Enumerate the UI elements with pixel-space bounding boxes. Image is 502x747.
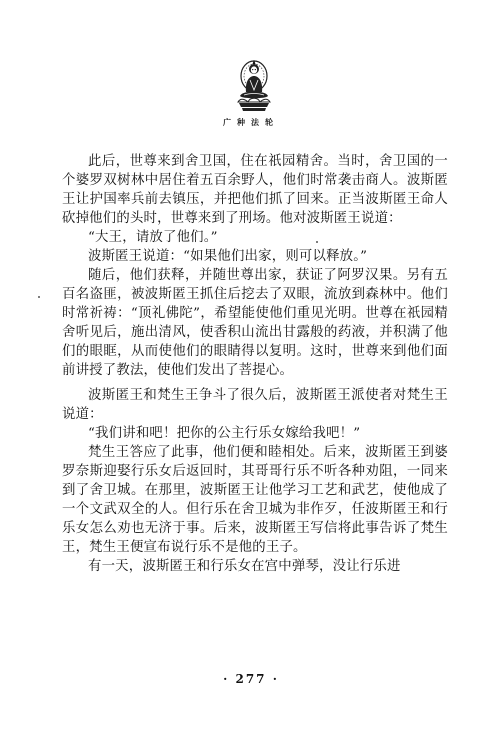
paragraph: 此后，世尊来到舍卫国，住在祇园精舍。当时，舍卫国的一个婆罗双树林中居住着五百余野人，他们时常袭击商人。波斯匿王让护国率兵前去镇压，并把他们抓了回来。正当波斯匿王命人砍掉他们的头时，世尊来到了刑场。他对波斯匿王说道： bbox=[62, 154, 448, 226]
paragraph: 波斯匿王说道：“如果他们出家，则可以释放。” bbox=[88, 249, 368, 264]
seated-buddha-icon bbox=[232, 56, 276, 114]
paragraph: “大王，请放了他们。” bbox=[88, 230, 218, 245]
paragraph: 有一天，波斯匿王和行乐女在宫中弹琴，没让行乐进 bbox=[88, 559, 401, 574]
paragraph: “我们讲和吧！把你的公主行乐女嫁给我吧！” bbox=[88, 426, 361, 441]
scan-speck bbox=[316, 241, 318, 243]
page-body bbox=[62, 152, 448, 576]
paragraph: 梵生王答应了此事，他们便和睦相处。后来，波斯匿王到婆罗奈斯迎娶行乐女后返回时，其哥哥行乐不听各种劝阻，一同来到了舍卫城。在那里，波斯匿王让他学习工艺和武艺，使他成了一个文武双全的人。但行乐在舍卫城为非作歹，任波斯匿王和行乐女怎么劝也无济于事。后来，波斯匿王写信将此事告诉了梵生王，梵生王便宣布说行乐不是他的王子。 bbox=[62, 445, 448, 555]
page-number: · 277 · bbox=[223, 672, 279, 686]
paragraph: 波斯匿王和梵生王争斗了很久后，波斯匿王派使者对梵生王说道： bbox=[62, 388, 448, 422]
brand-caption: 广种法轮 bbox=[223, 117, 279, 127]
scan-speck bbox=[38, 296, 40, 298]
paragraph: 随后，他们获释，并随世尊出家，获证了阿罗汉果。另有五百名盗匪，被波斯匿王抓住后挖去了双眼，流放到森林中。他们时常祈祷：“顶礼佛陀”，希望能使他们重见光明。世尊在祇园精舍听见后，施出清风，使香积山流出甘露般的药液，并积满了他们的眼眶，从而使他们的眼睛得以复明。这时，世尊来到他们面前讲授了教法，使他们发出了菩提心。 bbox=[62, 268, 448, 378]
